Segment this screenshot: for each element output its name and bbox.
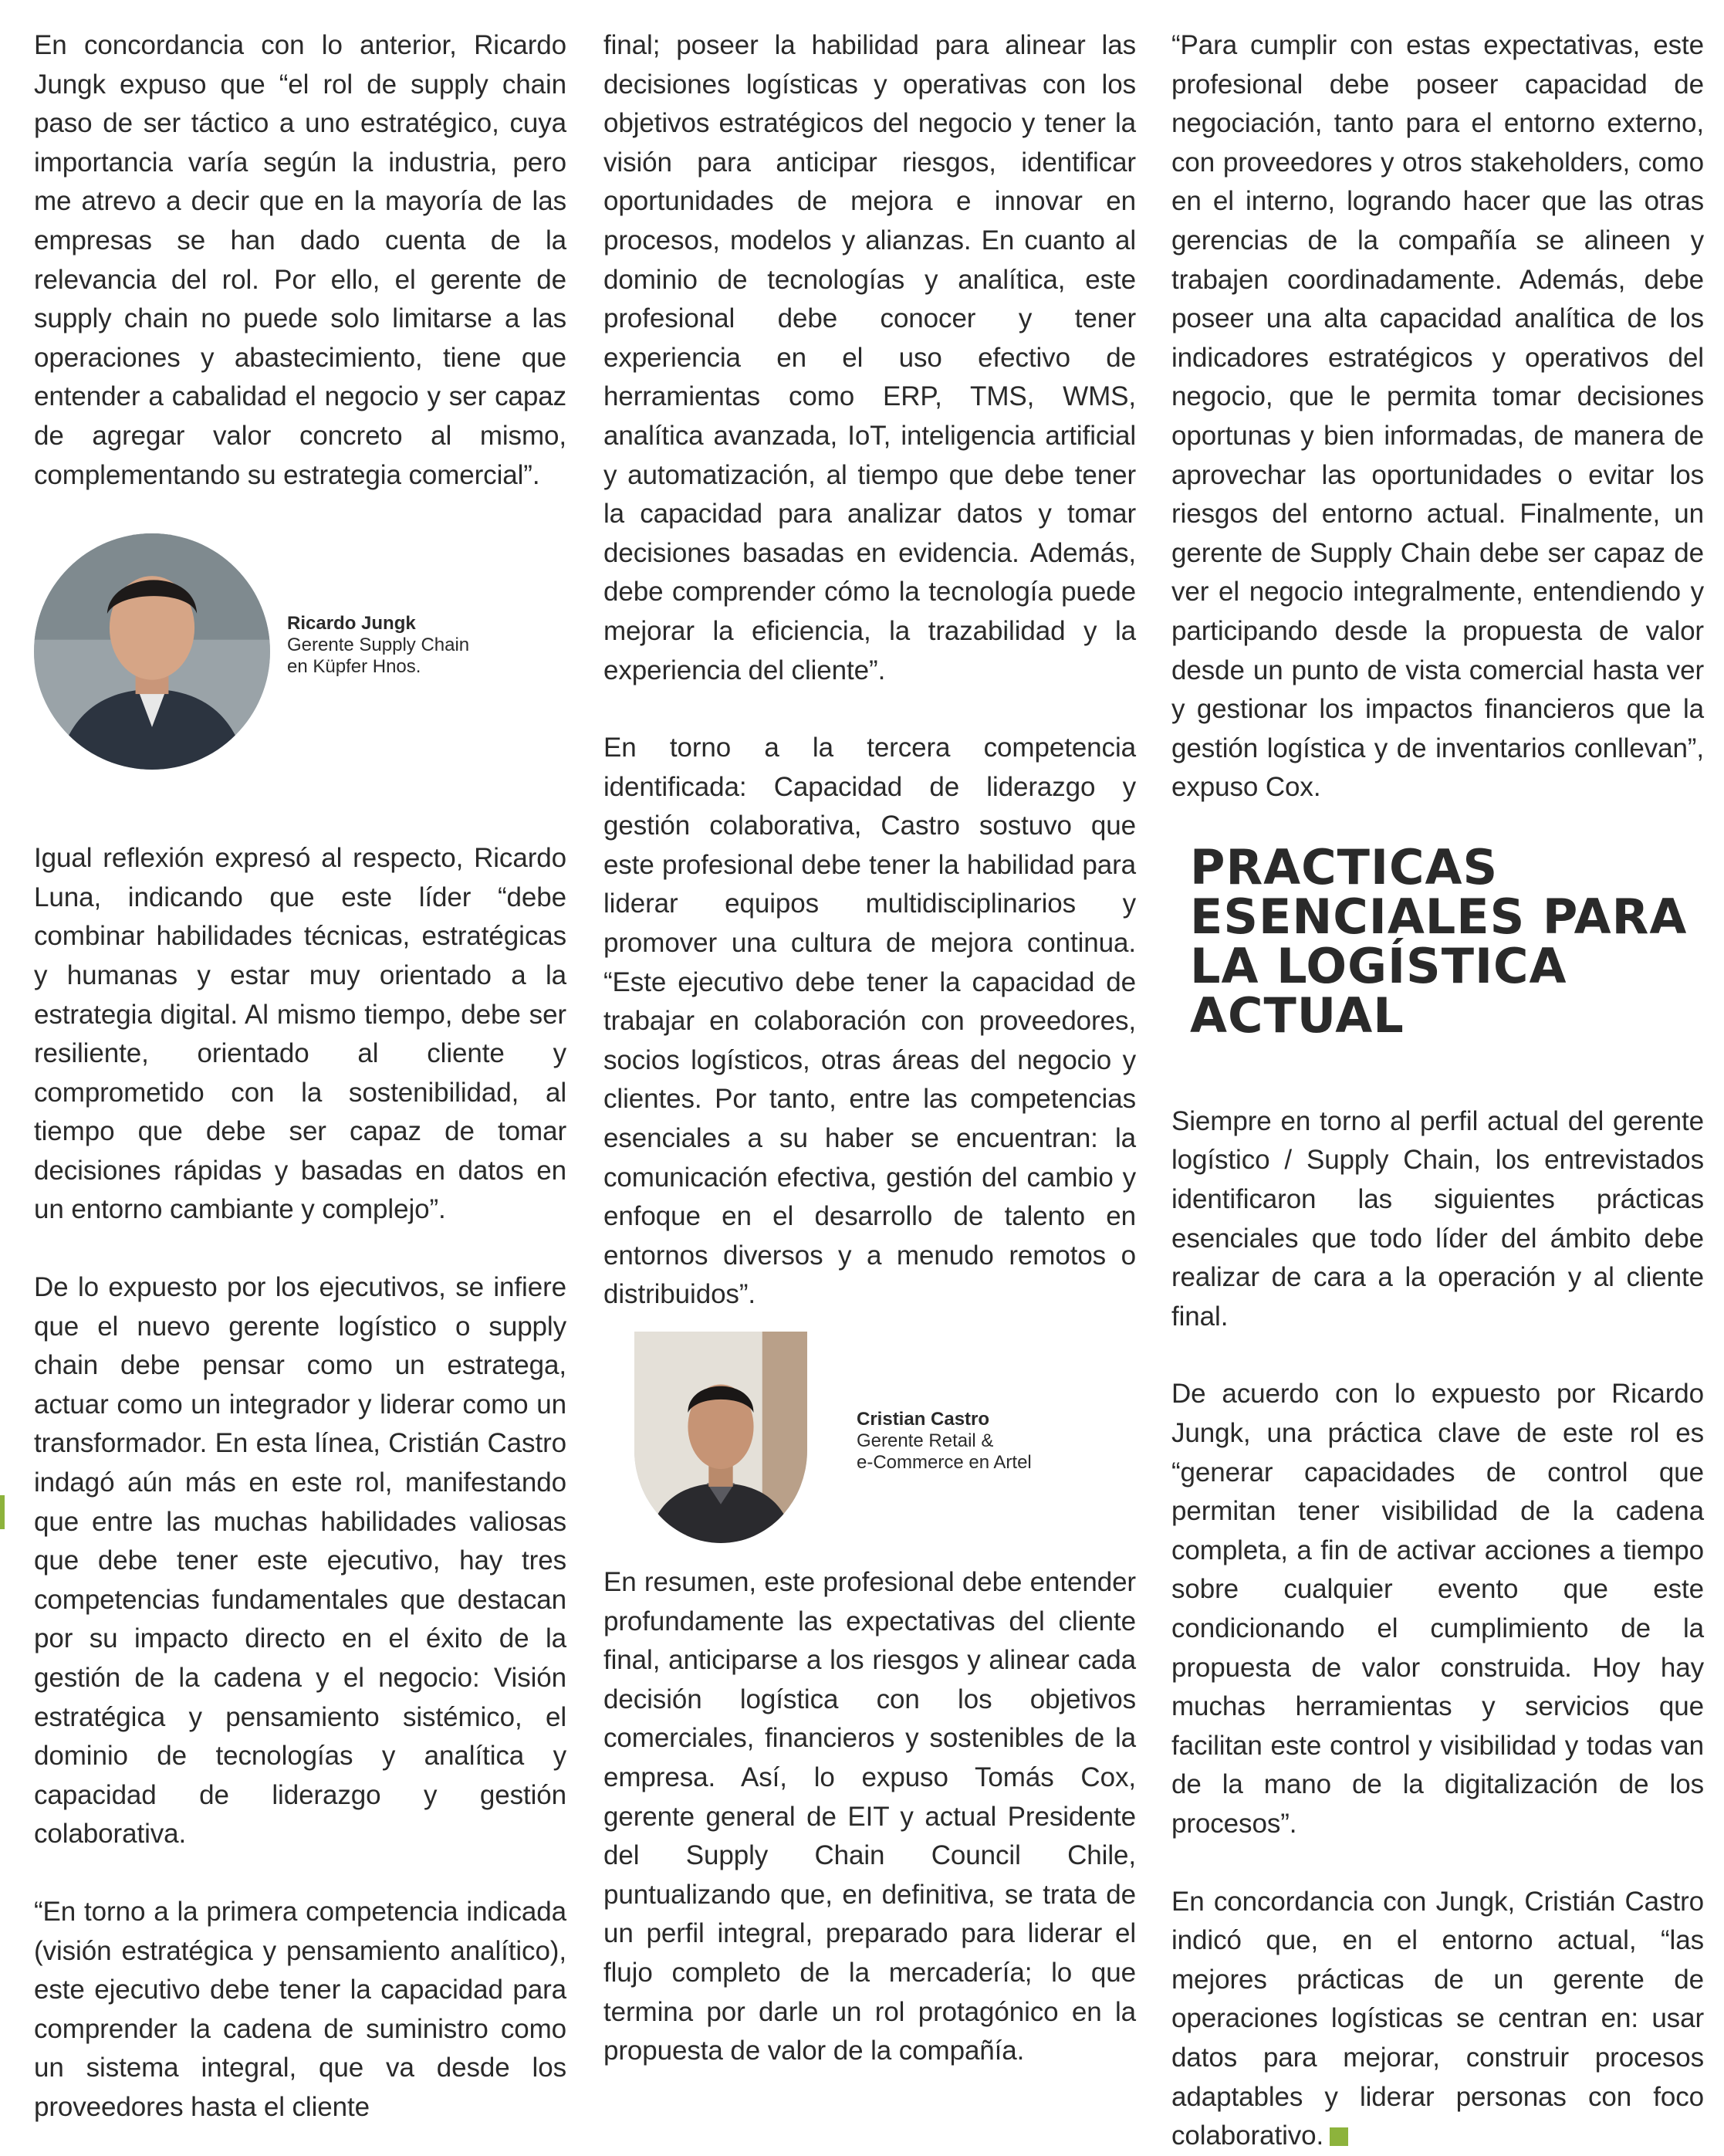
profile-cristian-castro — [603, 1332, 1136, 1563]
column-2 — [603, 26, 1136, 2071]
column-1 — [34, 26, 566, 2127]
column-3 — [1171, 26, 1704, 2156]
profile-ricardo-jungk — [34, 533, 566, 788]
section-heading-line: ESENCIALES PARA — [1190, 888, 1688, 945]
end-of-article-mark — [1330, 2127, 1348, 2146]
paragraph: De lo expuesto por los ejecutivos, se infiere que el nuevo gerente logístico o supply chain debe pensar como un estratega, actuar como un integrador y liderar como un transformador. En esta línea, Cristián Castro indagó aún más en este rol, manifestando que entre las muchas habilidades valiosas que debe tener este ejecutivo, hay tres competencias fundamentales que destacan por su impacto directo en el éxito de la gestión de la cadena y el negocio: Visión estratégica y pensamiento sistémico, el dominio de tecnologías y analítica y capacidad de liderazgo y gestión colaborativa. — [34, 1272, 566, 1850]
paragraph-text: En concordancia con Jungk, Cristián Castro indicó que, en el entorno actual, “las mejores prácticas de un gerente de operaciones logísticas se centran en: usar datos para mejorar, construir procesos adaptables y liderar personas con foco colaborativo. — [1171, 1886, 1704, 2151]
paragraph: De acuerdo con lo expuesto por Ricardo Jungk, una práctica clave de este rol es “generar capacidades de control que permitan tener visibilidad de la cadena completa, a fin de activar acciones a tiempo sobre cualquier evento que este condicionando el cumplimiento de la propuesta de valor construida. Hoy hay muchas herramientas y servicios que facilitan este control y visibilidad y todas van de la mano de la digitalización de los procesos”. — [1171, 1379, 1704, 1839]
section-heading-line: ACTUAL — [1190, 987, 1405, 1044]
paragraph: Siempre en torno al perfil actual del gerente logístico / Supply Chain, los entrevistados identificaron las siguientes prácticas esenciales que todo líder del ámbito debe realizar de cara a la operación y al cliente final. — [1171, 1105, 1704, 1332]
portrait-photo — [34, 533, 270, 770]
paragraph: “Para cumplir con estas expectativas, este profesional debe poseer capacidad de negociación, tanto para el entorno externo, con proveedores y otros stakeholders, como en el interno, logrando hacer que las otras gerencias de la compañía se alineen y trabajen coordinadamente. Además, debe poseer una alta capacidad analítica de los indicadores estratégicos y operativos del negocio, que le permita tomar decisiones oportunas y bien informadas, de manera de aprovechar las oportunidades o evitar los riesgos del entorno actual. Finalmente, un gerente de Supply Chain debe ser capaz de ver el negocio integralmente, entendiendo y participando desde la propuesta de valor desde un punto de vista comercial hasta ver y gestionar los impactos financieros que la gestión logística y de inventarios conllevan”, expuso Cox. — [1171, 30, 1704, 803]
profile-role-line: Gerente Retail & — [857, 1430, 994, 1451]
profile-caption — [857, 1409, 1032, 1474]
paragraph: En torno a la tercera competencia identificada: Capacidad de liderazgo y gestión colaborativa, Castro sostuvo que este profesional debe tener la habilidad para liderar equipos multidisciplinarios y promover una cultura de mejora continua. “Este ejecutivo debe tener la capacidad de trabajar en colaboración con proveedores, socios logísticos, otras áreas del negocio y clientes. Por tanto, entre las competencias esenciales a su haber se encuentran: la comunicación efectiva, gestión del cambio y enfoque en el desarrollo de talento en entornos diversos y a menudo remotos o distribuidos”. — [603, 733, 1136, 1310]
paragraph: En concordancia con lo anterior, Ricardo Jungk expuso que “el rol de supply chain paso de ser táctico a uno estratégico, cuya importancia varía según la industria, pero me atrevo a decir que en la mayoría de las empresas se han dado cuenta de la relevancia del rol. Por ello, el gerente de supply chain no puede solo limitarse a las operaciones y abastecimiento, tiene que entender a cabalidad el negocio y ser capaz de agregar valor concreto al mismo, complementando su estrategia comercial”. — [34, 30, 566, 490]
profile-name: Cristian Castro — [857, 1409, 990, 1430]
section-heading-line: PRACTICAS — [1190, 838, 1499, 895]
section-heading — [1190, 838, 1704, 1044]
profile-caption — [287, 613, 469, 678]
section-heading-line: LA LOGÍSTICA — [1190, 937, 1567, 994]
paragraph — [1171, 1883, 1704, 2156]
paragraph: En resumen, este profesional debe entender profundamente las expectativas del cliente final, anticiparse a los riesgos y alinear cada decisión logística con los objetivos comerciales, financieros y sostenibles de la empresa. Así, lo expuso Tomás Cox, gerente general de EIT y actual Presidente del Supply Chain Council Chile, puntualizando que, en definitiva, se trata de un perfil integral, preparado para liderar el flujo completo de la mercadería; lo que termina por darle un rol protagónico en la propuesta de valor de la compañía. — [603, 1567, 1136, 2066]
paragraph: final; poseer la habilidad para alinear las decisiones logísticas y operativas con los objetivos estratégicos del negocio y tener la visión para anticipar riesgos, identificar oportunidades de mejora e innovar en procesos, modelos y alianzas. En cuanto al dominio de tecnologías y analítica, este profesional debe conocer y tener experiencia en el uso efectivo de herramientas como ERP, TMS, WMS, analítica avanzada, IoT, inteligencia artificial y automatización, al tiempo que debe tener la capacidad para analizar datos y tomar decisiones basadas en evidencia. Además, debe comprender cómo la tecnología puede mejorar la eficiencia, la trazabilidad y la experiencia del cliente”. — [603, 30, 1136, 685]
profile-role-line: e-Commerce en Artel — [857, 1452, 1032, 1473]
profile-role-line: Gerente Supply Chain — [287, 635, 470, 656]
profile-name: Ricardo Jungk — [287, 613, 416, 635]
paragraph: Igual reflexión expresó al respecto, Ricardo Luna, indicando que este líder “debe combinar habilidades técnicas, estratégicas y humanas y estar muy orientado a la estrategia digital. Al mismo tiempo, debe ser resiliente, orientado al cliente y comprometido con la sostenibilidad, al tiempo que debe ser capaz de tomar decisiones rápidas y basadas en datos en un entorno cambiante y complejo”. — [34, 843, 566, 1225]
profile-role-line: en Küpfer Hnos. — [287, 656, 421, 678]
gutter-accent-mark — [0, 1495, 5, 1529]
paragraph: “En torno a la primera competencia indicada (visión estratégica y pensamiento analítico), este ejecutivo debe tener la capacidad para comprender la cadena de suministro como un sistema integral, que va desde los proveedores hasta el cliente — [34, 1896, 566, 2122]
portrait-photo — [634, 1332, 807, 1543]
